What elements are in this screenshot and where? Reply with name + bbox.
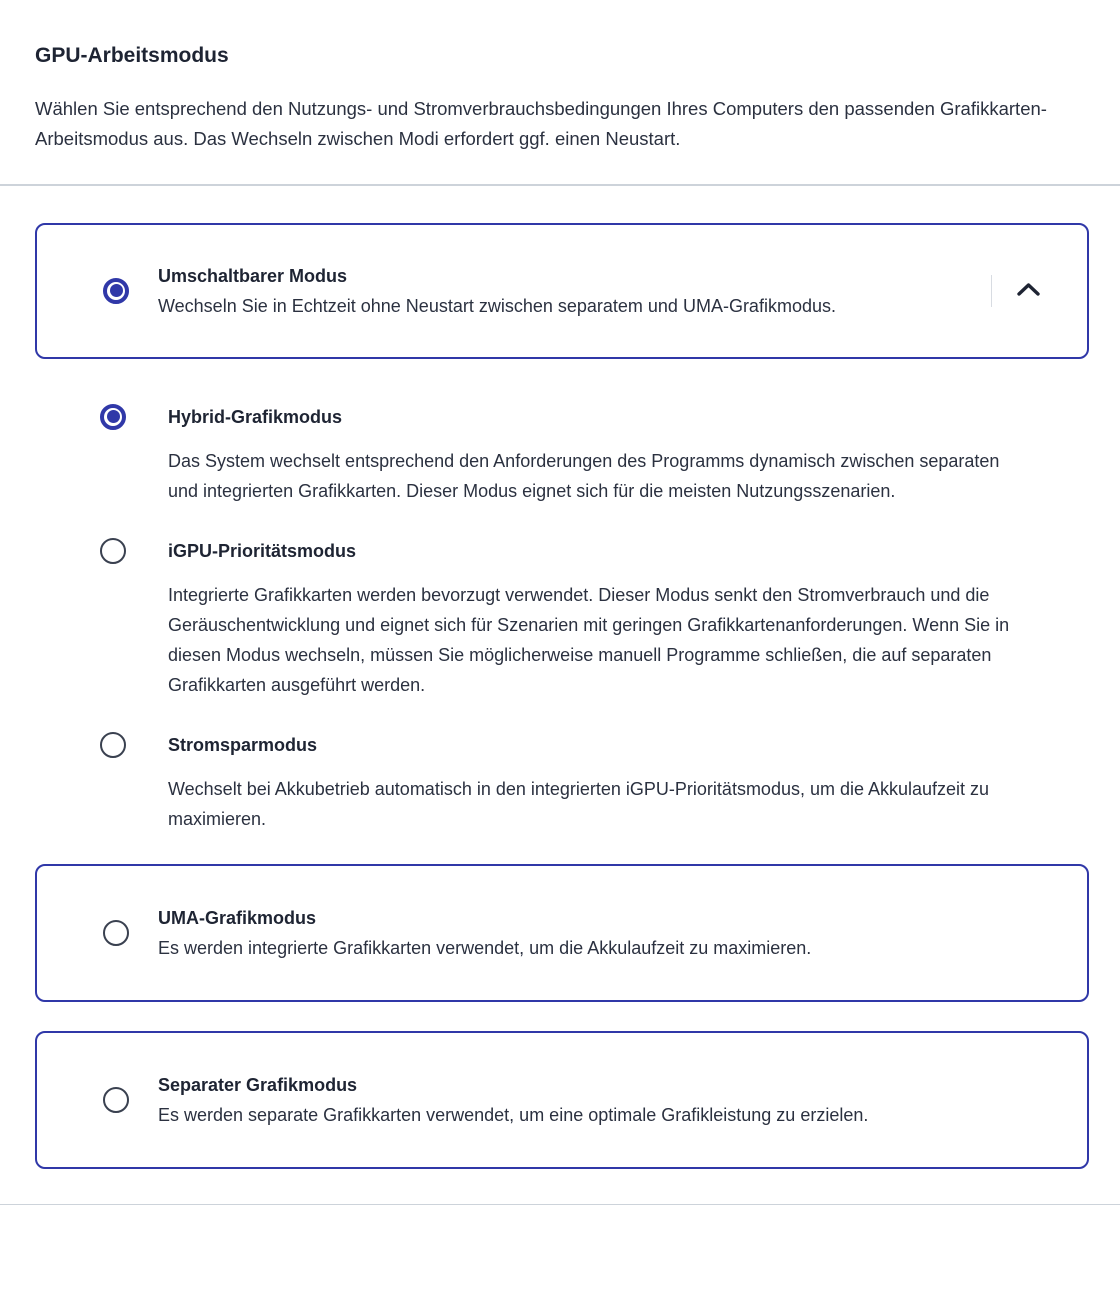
discrete-mode-description: Es werden separate Grafikkarten verwendet, um eine optimale Grafikleistung zu erzielen.	[158, 1104, 869, 1125]
hybrid-mode-description: Das System wechselt entsprechend den Anforderungen des Programms dynamisch zwischen separaten und integrierten Grafikkarten. Dieser Modus eignet sich für die meisten Nutzungsszenarien.	[168, 450, 1000, 501]
radio-switchable-mode[interactable]	[103, 278, 129, 304]
uma-mode-texts	[158, 904, 1087, 962]
switchable-mode-title: Umschaltbarer Modus	[158, 265, 348, 286]
header-divider	[0, 184, 1120, 186]
page-title: GPU-Arbeitsmodus	[35, 44, 229, 67]
mode-card-discrete[interactable]	[35, 1031, 1089, 1169]
discrete-mode-title: Separater Grafikmodus	[158, 1074, 358, 1095]
page-description: Wählen Sie entsprechend den Nutzungs- und Stromverbrauchsbedingungen Ihres Computers den passenden Grafikkarten-Arbeitsmodus aus. Das Wechseln zwischen Modi erfordert ggf. einen Neustart.	[35, 98, 1047, 149]
gpu-working-mode-settings	[0, 42, 1120, 1205]
discrete-mode-texts	[158, 1071, 1087, 1129]
option-igpu-head[interactable]	[100, 538, 1089, 564]
power-saving-mode-description: Wechselt bei Akkubetrieb automatisch in den integrierten iGPU-Prioritätsmodus, um die Akkulaufzeit zu maximieren.	[168, 778, 990, 829]
radio-igpu-priority-mode[interactable]	[100, 538, 126, 564]
mode-card-switchable[interactable]	[35, 223, 1089, 359]
switchable-mode-description: Wechseln Sie in Echtzeit ohne Neustart zwischen separatem und UMA-Grafikmodus.	[158, 295, 836, 316]
radio-power-saving-mode[interactable]	[100, 732, 126, 758]
switchable-mode-texts	[158, 262, 991, 320]
radio-uma-mode[interactable]	[103, 920, 129, 946]
chevron-up-icon	[1016, 282, 1041, 300]
radio-hybrid-mode[interactable]	[100, 404, 126, 430]
card-vertical-divider	[991, 275, 993, 307]
option-hybrid-head[interactable]	[100, 404, 1089, 430]
mode-card-uma[interactable]	[35, 864, 1089, 1002]
uma-mode-title: UMA-Grafikmodus	[158, 907, 317, 928]
power-saving-mode-title: Stromsparmodus	[168, 734, 318, 755]
switchable-sub-options	[100, 404, 1089, 834]
igpu-priority-mode-description: Integrierte Grafikkarten werden bevorzugt verwendet. Dieser Modus senkt den Stromverbrauch und die Geräuschentwicklung und eignet sich für Szenarien mit geringen Grafikkartenanforderungen. Wenn Sie in diesen Modus wechseln, müssen Sie möglicherweise manuell Programme schließen, die auf separaten Grafikkarten ausgeführt werden.	[168, 584, 1010, 695]
radio-discrete-mode[interactable]	[103, 1087, 129, 1113]
igpu-priority-mode-title: iGPU-Prioritätsmodus	[168, 540, 357, 561]
bottom-divider	[0, 1204, 1120, 1206]
hybrid-mode-title: Hybrid-Grafikmodus	[168, 406, 343, 427]
option-igpu-priority[interactable]	[100, 538, 1089, 700]
option-hybrid[interactable]	[100, 404, 1089, 506]
collapse-button[interactable]	[1012, 278, 1045, 304]
uma-mode-description: Es werden integrierte Grafikkarten verwendet, um die Akkulaufzeit zu maximieren.	[158, 937, 812, 958]
option-power-saving[interactable]	[100, 732, 1089, 834]
option-power-saving-head[interactable]	[100, 732, 1089, 758]
